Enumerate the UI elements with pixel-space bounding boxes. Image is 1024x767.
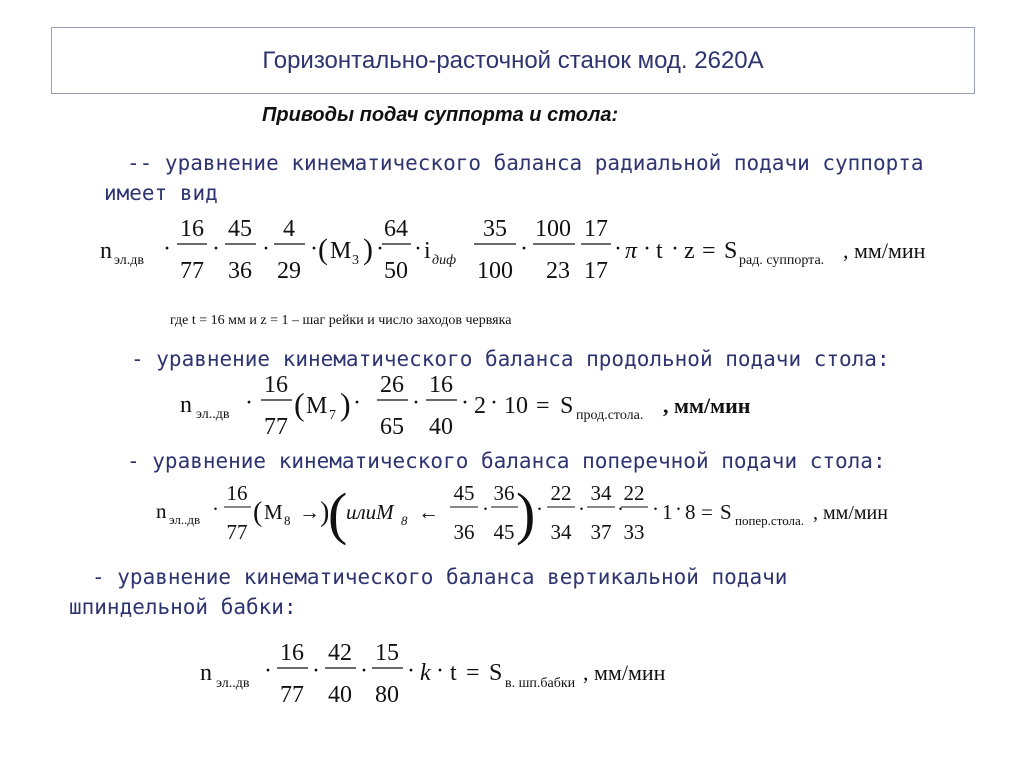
eq3-big-paren-close: )	[516, 481, 536, 546]
eq4-dot: ·	[407, 658, 415, 684]
eq1-s: S	[724, 238, 738, 264]
eq1-dot: ·	[212, 236, 220, 262]
eq1-frac-den: 100	[477, 258, 513, 284]
eq4-frac-num: 16	[280, 640, 304, 666]
eq4-s-sub: в. шп.бабки	[505, 676, 576, 691]
eq1-frac-den: 23	[546, 258, 570, 284]
subtitle: Приводы подач суппорта и стола:	[262, 104, 619, 126]
eq1-frac-num: 4	[283, 216, 295, 242]
eq3-ili: илиM	[346, 500, 394, 524]
eq4-t: t	[450, 660, 457, 686]
eq4-s: S	[489, 660, 503, 686]
eq3-unit: , мм/мин	[813, 502, 888, 524]
eq2-m: M	[306, 393, 328, 419]
eq1-paren-open: (	[318, 233, 328, 266]
eq1-dot: ·	[376, 236, 384, 262]
eq3-big-paren-open: (	[328, 481, 348, 546]
eq1-unit: , мм/мин	[843, 238, 926, 263]
eq3-m: M	[264, 500, 283, 524]
eq2-frac-num: 16	[429, 372, 453, 398]
section-1-line-2: имеет вид	[104, 181, 218, 205]
eq2-dot: ·	[353, 390, 361, 416]
eq3-frac-den: 77	[226, 520, 248, 544]
eq3-frac-num: 22	[550, 481, 572, 505]
eq1-m-sub: 3	[352, 253, 359, 268]
eq2-s-sub: прод.стола.	[576, 408, 644, 423]
eq2-s: S	[560, 393, 574, 419]
eq3-n: n	[156, 499, 167, 523]
eq1-i: i	[424, 238, 431, 264]
eq3-m-sub: 8	[284, 513, 291, 528]
eq2-m-sub: 7	[329, 408, 336, 423]
eq4-frac-num: 15	[375, 640, 399, 666]
eq3-frac-num: 45	[453, 481, 475, 505]
eq4-dot: ·	[312, 658, 320, 684]
eq3-c2: 8	[685, 500, 696, 524]
eq1-frac-den: 77	[180, 258, 204, 284]
eq3-dot: ·	[536, 497, 543, 521]
eq3-dot: ·	[578, 497, 585, 521]
eq4-frac-num: 42	[328, 640, 352, 666]
eq3-frac-num: 22	[623, 481, 645, 505]
eq3-frac-den: 36	[453, 520, 475, 544]
eq2-frac-num: 16	[264, 372, 288, 398]
eq4-frac-den: 77	[280, 682, 304, 708]
eq1-frac-num: 45	[228, 216, 252, 242]
eq3-equals: =	[701, 500, 713, 524]
eq1-dot: ·	[262, 236, 270, 262]
eq2-frac-den: 77	[264, 414, 288, 440]
eq1-dot: ·	[520, 236, 528, 262]
eq3-frac-den: 37	[590, 520, 612, 544]
eq2-unit: , мм/мин	[663, 393, 751, 418]
eq2-dot: ·	[490, 390, 498, 416]
eq3-arrow-right: →	[299, 500, 320, 524]
slide-title: Горизонтально-расточной станок мод. 2620А	[262, 46, 764, 74]
eq3-frac-num: 36	[493, 481, 515, 505]
eq3-dot: ·	[675, 497, 682, 521]
eq1-frac-den: 36	[228, 258, 252, 284]
eq4-dot: ·	[360, 658, 368, 684]
eq2-c1: 2	[474, 393, 486, 419]
eq4-equals: =	[466, 660, 480, 686]
eq3-frac-num: 34	[590, 481, 612, 505]
eq2-c2: 10	[504, 393, 528, 419]
eq2-frac-num: 26	[380, 372, 404, 398]
eq3-dot: ·	[617, 497, 624, 521]
eq1-s-sub: рад. суппорта.	[739, 253, 825, 268]
eq1-frac-num: 16	[180, 216, 204, 242]
eq1-dot: ·	[163, 236, 171, 262]
eq2-dot: ·	[412, 390, 420, 416]
eq1-frac-num: 64	[384, 216, 408, 242]
eq4-n: n	[200, 660, 212, 686]
eq4-unit: , мм/мин	[583, 660, 666, 685]
eq2-dot: ·	[245, 390, 253, 416]
eq4-dot: ·	[264, 658, 272, 684]
eq1-frac-num: 17	[584, 216, 608, 242]
eq1-frac-num: 100	[535, 216, 571, 242]
section-2-line-1: - уравнение кинематического баланса продольной подачи стола:	[131, 347, 890, 371]
eq3-n-sub: эл..дв	[169, 512, 201, 527]
eq1-dot: ·	[310, 236, 318, 262]
eq4-dot: ·	[436, 658, 444, 684]
eq1-dot: ·	[643, 236, 651, 262]
eq1-dot: ·	[671, 236, 679, 262]
eq4-frac-den: 80	[375, 682, 399, 708]
eq1-n: n	[100, 238, 112, 264]
eq3-s: S	[720, 500, 732, 524]
eq3-arrow-left: ←	[418, 500, 439, 524]
eq3-s-sub: попер.стола.	[735, 513, 805, 528]
eq3-dot: ·	[482, 497, 489, 521]
section-4-line-1: - уравнение кинематического баланса вертикальной подачи	[92, 565, 788, 589]
eq2-n-sub: эл..дв	[196, 407, 230, 422]
eq1-equals: =	[702, 238, 716, 264]
eq3-frac-den: 45	[493, 520, 515, 544]
eq2-paren-open: (	[294, 386, 305, 422]
section-3-line-1: - уравнение кинематического баланса поперечной подачи стола:	[127, 449, 886, 473]
eq3-paren-close: )	[320, 497, 330, 528]
section-4-line-2: шпиндельной бабки:	[69, 595, 297, 619]
eq1-n-sub: эл.дв	[114, 253, 144, 268]
eq2-frac-den: 40	[429, 414, 453, 440]
eq4-k: k	[420, 660, 431, 686]
eq2-n: n	[180, 392, 192, 418]
eq1-m: M	[330, 238, 352, 264]
eq1-pi: π	[625, 238, 638, 264]
note-text: где t = 16 мм и z = 1 – шаг рейки и число заходов червяка	[170, 313, 512, 328]
eq1-dot: ·	[614, 236, 622, 262]
eq1-i-sub: диф	[432, 253, 457, 268]
eq2-equals: =	[536, 393, 550, 419]
eq1-frac-den: 50	[384, 258, 408, 284]
eq2-frac-den: 65	[380, 414, 404, 440]
eq1-t: t	[656, 238, 663, 264]
eq2-paren-close: )	[340, 386, 351, 422]
eq1-frac-num: 35	[483, 216, 507, 242]
eq3-frac-den: 34	[550, 520, 572, 544]
eq1-z: z	[684, 238, 695, 264]
eq2-dot: ·	[461, 390, 469, 416]
eq1-frac-den: 17	[584, 258, 608, 284]
eq3-frac-den: 33	[623, 520, 645, 544]
eq1-dot: ·	[414, 236, 422, 262]
section-1-line-1: -- уравнение кинематического баланса радиальной подачи суппорта	[127, 151, 924, 175]
eq4-n-sub: эл..дв	[216, 676, 250, 691]
eq3-ili-sub: 8	[401, 513, 408, 528]
eq3-frac-num: 16	[226, 481, 248, 505]
eq3-dot: ·	[212, 497, 219, 521]
eq1-frac-den: 29	[277, 258, 301, 284]
eq1-paren-close: )	[363, 233, 373, 266]
eq3-paren-open: (	[253, 497, 263, 528]
eq4-frac-den: 40	[328, 682, 352, 708]
eq3-c1: 1	[662, 500, 673, 524]
eq3-dot: ·	[652, 497, 659, 521]
